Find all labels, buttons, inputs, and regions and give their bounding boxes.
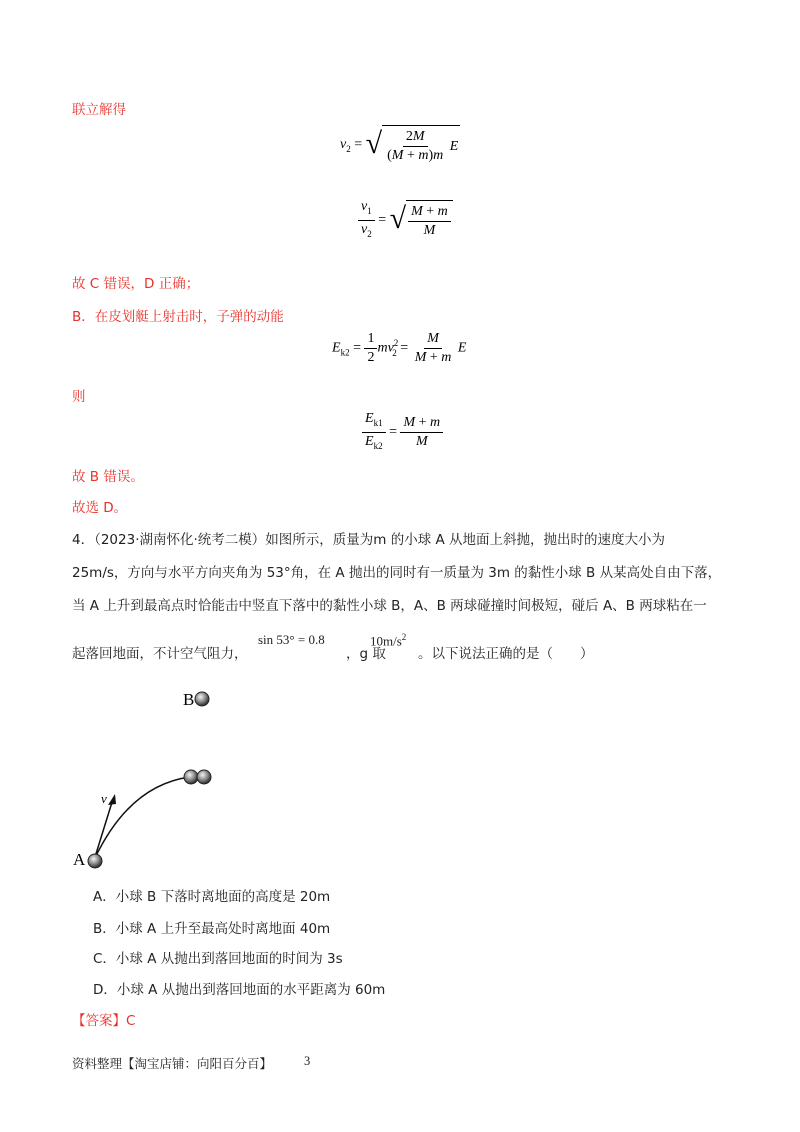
equation-ek-ratio: $\frac{E_{k1}}{E_{k2}}$ = $\frac{M + m}{M}$	[362, 410, 443, 455]
velocity-arrow	[95, 799, 113, 857]
question-line-4c: 。以下说法正确的是（ ）	[418, 646, 594, 662]
equation-v1-v2-ratio: $\frac{v_1}{v_2}$ = √ $\frac{M + m}{M}$	[358, 198, 453, 243]
option-c: C．小球 A 从抛出到落回地面的时间为 3s	[93, 951, 343, 967]
option-a: A．小球 B 下落时离地面的高度是 20m	[93, 889, 331, 905]
question-line-2: 25m/s，方向与水平方向夹角为 53°角，在 A 抛出的同时有一质量为 3m 的黏性小球 B 从某高处自由下落，	[72, 565, 722, 581]
solution-line-ze: 则	[72, 389, 86, 405]
question-line-1: 4．（2023·湖南怀化·统考二模）如图所示，质量为m 的小球 A 从地面上斜抛，抛出时的速度大小为	[72, 532, 666, 548]
footer-page-number: 3	[304, 1054, 311, 1068]
solution-line-choose: 故选 D。	[72, 500, 128, 516]
ball-b-label: B	[183, 690, 195, 709]
ball-a-label: A	[73, 850, 86, 869]
solution-line-b-intro: B．在皮划艇上射击时，子弹的动能	[72, 309, 284, 325]
projectile-figure	[60, 675, 260, 875]
question-line-4a: 起落回地面，不计空气阻力，	[72, 646, 248, 662]
equation-ek2: $E_{k2}$ = $\frac{1}{2}$ $mv^2_2$ = $\frac{M}{M + m}$ E	[332, 331, 467, 365]
option-b: B．小球 A 上升至最高处时离地面 40m	[93, 921, 331, 937]
solution-line-c-d: 故 C 错误，D 正确；	[72, 276, 200, 292]
ball-collision-left	[184, 770, 198, 784]
solution-line-lianli: 联立解得	[72, 102, 126, 118]
solution-line-b-wrong: 故 B 错误。	[72, 469, 144, 485]
question-g-value: $10m/s^2$	[370, 632, 407, 649]
question-sin-value: sin 53° = 0.8	[258, 632, 325, 647]
ball-collision-right	[197, 770, 211, 784]
option-d: D．小球 A 从抛出到落回地面的水平距离为 60m	[93, 982, 386, 998]
answer-line: 【答案】C	[72, 1013, 136, 1029]
question-line-4b: ，g 取	[346, 646, 386, 662]
question-line-3: 当 A 上升到最高点时恰能击中竖直下落中的黏性小球 B，A、B 两球碰撞时间极短，碰后 A、B 两球粘在一	[72, 598, 707, 614]
equation-v2: $v_2$ = √ $\frac{2M}{(M + m)m}$ E	[340, 127, 459, 163]
velocity-arrowhead	[108, 794, 116, 805]
footer-source: 资料整理【淘宝店铺：向阳百分百】	[72, 1056, 273, 1071]
ball-b	[195, 692, 209, 706]
ball-a	[88, 854, 102, 868]
trajectory-curve	[95, 777, 190, 858]
velocity-label: v	[101, 791, 107, 806]
